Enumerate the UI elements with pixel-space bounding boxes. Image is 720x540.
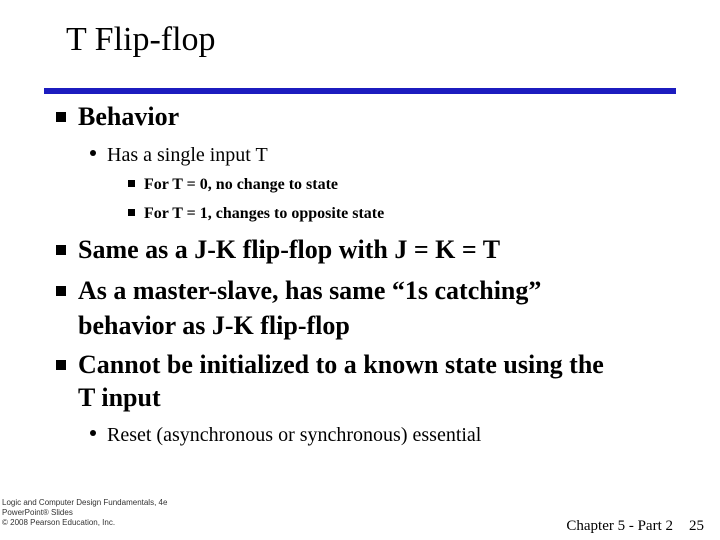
square-bullet-icon <box>56 112 66 122</box>
page-number: 25 <box>689 518 704 534</box>
book-title: Logic and Computer Design Fundamentals, 4e <box>2 498 168 507</box>
square-bullet-icon <box>128 180 135 187</box>
round-bullet-icon <box>90 150 96 156</box>
book-slides-label: PowerPoint® Slides <box>2 508 73 517</box>
bullet-text: For T = 0, no change to state <box>144 176 339 193</box>
book-credit <box>2 498 167 528</box>
bullet-t-zero <box>128 174 338 196</box>
bullet-text: Behavior <box>78 102 180 131</box>
bullet-text: Same as a J-K flip-flop with J = K = T <box>78 235 501 264</box>
slide-footer <box>566 516 704 536</box>
copyright: © 2008 Pearson Education, Inc. <box>2 518 116 527</box>
bullet-text: For T = 1, changes to opposite state <box>144 205 385 222</box>
bullet-behavior <box>56 100 179 134</box>
chapter-label: Chapter 5 - Part 2 <box>566 518 673 534</box>
bullet-initialization-continuation: T input <box>78 383 161 412</box>
bullet-initialization <box>56 348 604 382</box>
bullet-t-one <box>128 203 384 225</box>
bullet-master-slave <box>56 274 541 308</box>
bullet-single-input <box>90 141 268 169</box>
bullet-text: Has a single input T <box>107 144 268 166</box>
round-bullet-icon <box>90 430 96 436</box>
square-bullet-icon <box>56 245 66 255</box>
bullet-reset <box>90 421 481 449</box>
bullet-master-slave-continuation: behavior as J-K flip-flop <box>78 311 350 340</box>
slide-title: T Flip-flop <box>66 21 216 58</box>
bullet-text: Reset (asynchronous or synchronous) essential <box>107 424 482 446</box>
bullet-jk-equivalence <box>56 233 500 267</box>
square-bullet-icon <box>56 360 66 370</box>
square-bullet-icon <box>128 209 135 216</box>
bullet-text: Cannot be initialized to a known state using the <box>78 350 604 379</box>
title-divider <box>44 88 676 94</box>
bullet-text: As a master-slave, has same “1s catching” <box>78 276 542 305</box>
square-bullet-icon <box>56 286 66 296</box>
